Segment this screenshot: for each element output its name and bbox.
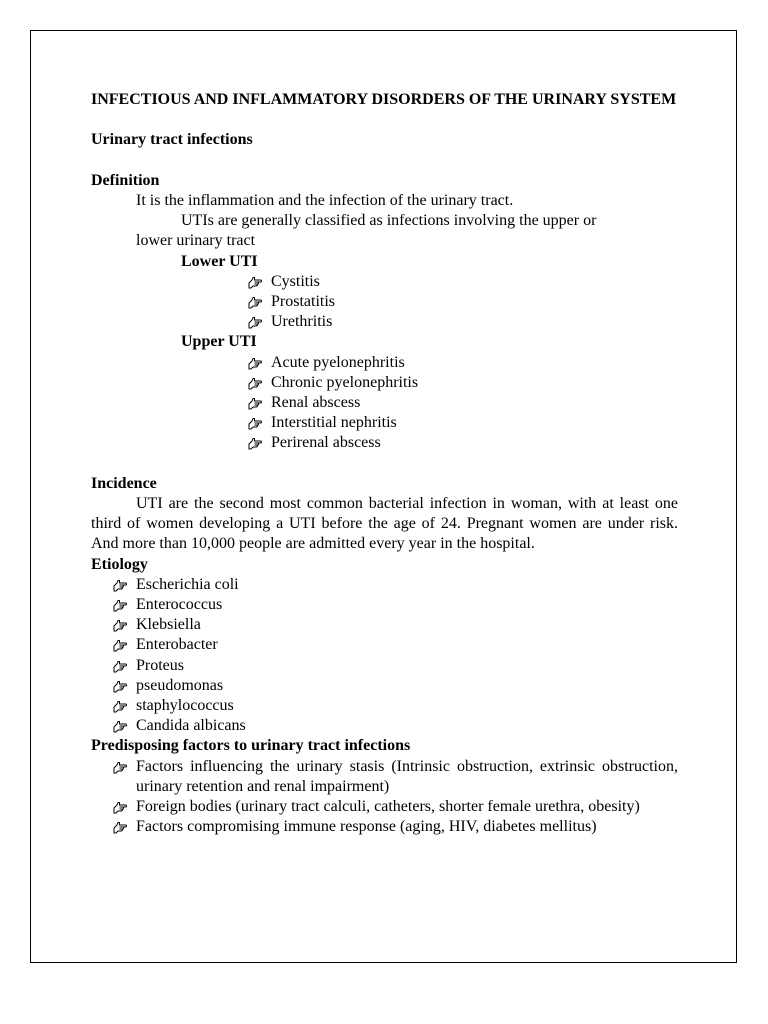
predisposing-list xyxy=(91,757,678,838)
list-item: Enterobacter xyxy=(91,635,678,655)
list-item: pseudomonas xyxy=(91,676,678,696)
list-item: Candida albicans xyxy=(91,716,678,736)
definition-line-2: UTIs are generally classified as infections involving the upper or xyxy=(181,212,597,230)
pointing-hand-icon xyxy=(112,759,128,775)
pointing-hand-icon xyxy=(247,355,263,371)
incidence-paragraph: UTI are the second most common bacterial infection in woman, with at least one third of women developing a UTI before the age of 24. Pregnant women are under risk. And more than 10,000 people are admitted every year in the hospital. xyxy=(91,495,678,553)
list-item: Cystitis xyxy=(91,272,678,292)
pointing-hand-icon xyxy=(247,435,263,451)
pointing-hand-icon xyxy=(247,415,263,431)
pointing-hand-icon xyxy=(247,395,263,411)
pointing-hand-icon xyxy=(112,698,128,714)
definition-heading: Definition xyxy=(91,171,160,189)
section-heading-uti: Urinary tract infections xyxy=(91,131,253,149)
list-item: Proteus xyxy=(91,656,678,676)
list-item: staphylococcus xyxy=(91,696,678,716)
pointing-hand-icon xyxy=(247,375,263,391)
pointing-hand-icon xyxy=(247,294,263,310)
pointing-hand-icon xyxy=(112,819,128,835)
list-item: Foreign bodies (urinary tract calculi, catheters, shorter female urethra, obesity) xyxy=(91,797,678,817)
list-item: Klebsiella xyxy=(91,615,678,635)
etiology-list xyxy=(91,575,678,737)
list-item: Acute pyelonephritis xyxy=(91,353,678,373)
list-item: Interstitial nephritis xyxy=(91,413,678,433)
pointing-hand-icon xyxy=(112,597,128,613)
definition-line-3: lower urinary tract xyxy=(136,232,256,250)
incidence-heading: Incidence xyxy=(91,474,157,492)
pointing-hand-icon xyxy=(112,617,128,633)
list-item: Perirenal abscess xyxy=(91,433,678,453)
list-item: Renal abscess xyxy=(91,393,678,413)
pointing-hand-icon xyxy=(112,637,128,653)
list-item: Factors compromising immune response (aging, HIV, diabetes mellitus) xyxy=(91,817,678,837)
list-item: Prostatitis xyxy=(91,292,678,312)
definition-line-1: It is the inflammation and the infection of the urinary tract. xyxy=(136,191,514,209)
list-item: Urethritis xyxy=(91,312,678,332)
list-item: Escherichia coli xyxy=(91,575,678,595)
document-body xyxy=(91,90,678,837)
lower-uti-heading: Lower UTI xyxy=(181,252,258,270)
document-title: INFECTIOUS AND INFLAMMATORY DISORDERS OF THE URINARY SYSTEM xyxy=(91,91,677,108)
pointing-hand-icon xyxy=(112,658,128,674)
pointing-hand-icon xyxy=(247,314,263,330)
list-item: Chronic pyelonephritis xyxy=(91,373,678,393)
pointing-hand-icon xyxy=(112,678,128,694)
etiology-heading: Etiology xyxy=(91,555,148,573)
pointing-hand-icon xyxy=(247,274,263,290)
lower-uti-list xyxy=(91,272,678,333)
pointing-hand-icon xyxy=(112,718,128,734)
pointing-hand-icon xyxy=(112,799,128,815)
upper-uti-heading: Upper UTI xyxy=(181,333,257,351)
pointing-hand-icon xyxy=(112,577,128,593)
upper-uti-list xyxy=(91,353,678,454)
list-item: Enterococcus xyxy=(91,595,678,615)
list-item: Factors influencing the urinary stasis (Intrinsic obstruction, extrinsic obstruction, urinary retention and renal impairment) xyxy=(91,757,678,797)
predisposing-heading: Predisposing factors to urinary tract infections xyxy=(91,737,411,755)
